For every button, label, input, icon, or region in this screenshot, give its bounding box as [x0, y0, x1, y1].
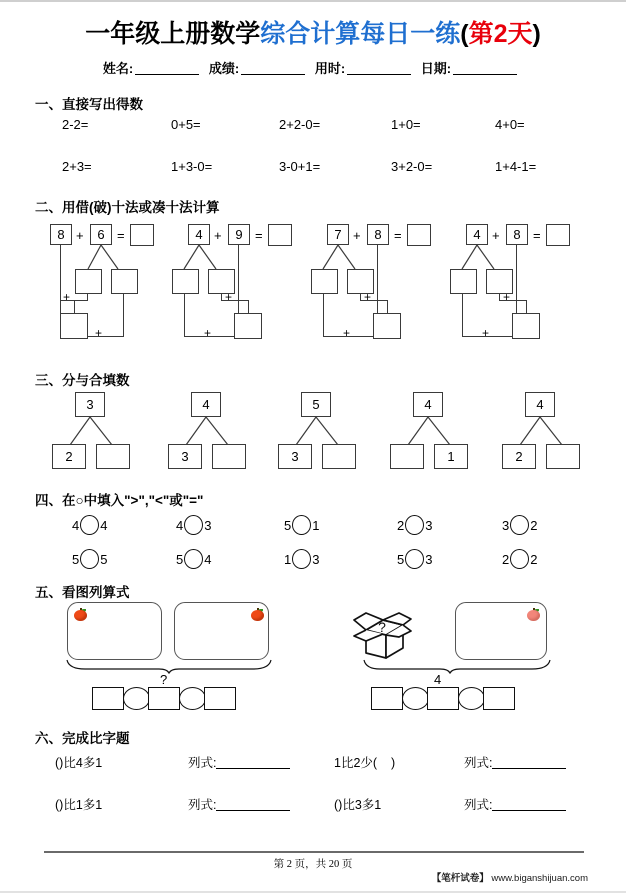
s2-d1-plus-1: +: [76, 228, 84, 243]
s3-t4-top-box: 4: [413, 392, 443, 417]
s2-d4-plus-3: +: [482, 326, 490, 340]
s2-d3-split-left-box[interactable]: [311, 269, 338, 294]
s6-i1-open[interactable]: (: [55, 756, 60, 770]
s4-compare-1: [72, 515, 107, 535]
s4-compare-10: [502, 549, 537, 569]
s2-diagram-4: [466, 224, 606, 344]
footer-url: www.biganshijuan.com: [488, 873, 588, 884]
s2-d4-line-b-drop: [516, 245, 517, 320]
s2-d1-result-box[interactable]: [60, 313, 88, 339]
s4-compare-2: [176, 515, 211, 535]
s4-c4-right: 3: [425, 517, 433, 533]
s3-tree-4: [388, 392, 498, 464]
apple-icon: [527, 608, 540, 621]
s5-right-eq-box-1[interactable]: [371, 687, 403, 710]
s2-d3-plus-2: +: [364, 290, 372, 304]
s2-d1-split-lines: [86, 245, 146, 271]
s4-compare-8: [284, 549, 319, 569]
s4-c2-right: 3: [204, 517, 212, 533]
field-date-input[interactable]: [453, 62, 517, 75]
s2-d2-split-left-box[interactable]: [172, 269, 199, 294]
footer-divider: [44, 851, 584, 853]
s1-problem-6[interactable]: 2+3=: [62, 159, 92, 174]
field-name-input[interactable]: [135, 62, 199, 75]
s4-c9-circle[interactable]: [405, 549, 424, 569]
s4-c2-circle[interactable]: [184, 515, 203, 535]
s2-d1-line-join-2: [88, 336, 124, 337]
s4-c7-right: 4: [204, 551, 212, 567]
s4-c5-left: 3: [502, 517, 510, 533]
s4-c10-circle[interactable]: [510, 549, 529, 569]
s1-problem-7[interactable]: 1+3-0=: [171, 159, 213, 174]
s6-f1-label: 列式:: [188, 756, 217, 770]
field-score: [209, 58, 311, 77]
question-box-icon: [352, 603, 414, 659]
s2-d4-plus-2: +: [503, 290, 511, 304]
s4-c2-left: 4: [176, 517, 184, 533]
s2-d1-line-right-drop: [123, 294, 124, 337]
section-2-heading: 二、用借(破)十法或凑十法计算: [35, 200, 220, 215]
s2-d3-plus-3: +: [343, 326, 351, 340]
s2-d1-plus-2: +: [63, 290, 71, 304]
s2-diagram-1: [50, 224, 190, 344]
s2-d3-operand-b: 8: [367, 224, 389, 245]
section-1-row-1: [0, 117, 626, 137]
s2-d2-plus-2: +: [225, 290, 233, 304]
s6-item-4: [334, 795, 381, 813]
s4-c6-right: 5: [100, 551, 108, 567]
s2-d1-answer-box[interactable]: [130, 224, 154, 246]
section-1-row-2: [0, 159, 626, 179]
s5-left-equation-row: [92, 687, 235, 710]
s4-compare-5: [502, 515, 537, 535]
title-part-grade: 一年级上册数学: [85, 20, 261, 48]
s3-t4-right-box[interactable]: 1: [434, 444, 468, 469]
section-1-heading: 一、直接写出得数: [35, 97, 143, 112]
s4-c7-circle[interactable]: [184, 549, 203, 569]
s6-formula-1: [188, 753, 290, 771]
footer-watermark: [432, 870, 588, 884]
s1-problem-2[interactable]: 0+5=: [171, 117, 201, 132]
s1-problem-8[interactable]: 3-0+1=: [279, 159, 321, 174]
s2-d1-split-right-box[interactable]: [111, 269, 138, 294]
s4-compare-6: [72, 549, 107, 569]
s3-t5-branch-lines: [500, 417, 600, 447]
s4-c9-left: 5: [397, 551, 405, 567]
s2-d4-split-left-box[interactable]: [450, 269, 477, 294]
s2-d2-line-left-drop: [184, 294, 185, 337]
s4-c10-left: 2: [502, 551, 510, 567]
s5-left-group-box-2: [174, 602, 269, 660]
s5-right-eq-box-2[interactable]: [427, 687, 459, 710]
s2-d2-operand-b: 9: [228, 224, 250, 245]
s5-right-eq-circle-1[interactable]: [402, 687, 429, 710]
s4-c5-circle[interactable]: [510, 515, 529, 535]
s4-c5-right: 2: [530, 517, 538, 533]
s2-d2-line-b-drop: [238, 245, 239, 320]
s3-tree-3: [276, 392, 386, 464]
s4-c7-left: 5: [176, 551, 184, 567]
s3-t4-left-box[interactable]: [390, 444, 424, 469]
field-date-label: 日期:: [420, 61, 452, 76]
s2-d1-operand-b: 6: [90, 224, 112, 245]
s5-left-group-box-1: [67, 602, 162, 660]
s6-f4-label: 列式:: [464, 798, 493, 812]
s2-d3-line-join-1b: [360, 294, 361, 301]
s4-c8-circle[interactable]: [292, 549, 311, 569]
s6-i2-close: ): [390, 756, 396, 770]
s1-problem-5[interactable]: 4+0=: [495, 117, 525, 132]
s4-c8-left: 1: [284, 551, 292, 567]
s2-d3-split-lines: [313, 245, 373, 271]
s2-d4-split-lines: [452, 245, 512, 271]
s2-d1-operand-a: 8: [50, 224, 72, 245]
s2-d3-line-to-result: [387, 300, 388, 314]
s2-d2-line-join-1b: [221, 294, 222, 301]
s2-d1-line-to-result: [74, 300, 75, 314]
s2-d2-operand-a: 4: [188, 224, 210, 245]
s3-t5-right-box[interactable]: [546, 444, 580, 469]
s2-d1-plus-3: +: [95, 326, 103, 340]
s3-tree-1: [50, 392, 160, 464]
section-5-heading: 五、看图列算式: [35, 585, 130, 600]
s2-d2-plus-1: +: [214, 228, 222, 243]
s6-i4-text: )比3多1: [338, 798, 382, 812]
s5-right-brace-label: 4: [434, 672, 442, 687]
field-date: [421, 58, 523, 77]
page-title: [0, 14, 626, 50]
s2-d4-operand-b: 8: [506, 224, 528, 245]
s3-t1-right-box[interactable]: [96, 444, 130, 469]
s4-c10-right: 2: [530, 551, 538, 567]
s6-item-2: [334, 753, 395, 771]
s5-left-brace-label: ?: [160, 672, 168, 687]
s4-compare-9: [397, 549, 432, 569]
s2-d4-plus-1: +: [492, 228, 500, 243]
s2-d3-answer-box[interactable]: [407, 224, 431, 246]
s6-f4-input[interactable]: [492, 799, 566, 811]
field-name: [103, 58, 205, 77]
s2-d2-split-lines: [174, 245, 234, 271]
s4-c1-left: 4: [72, 517, 80, 533]
s4-c4-left: 2: [397, 517, 405, 533]
s3-t3-right-box[interactable]: [322, 444, 356, 469]
s3-t4-branch-lines: [388, 417, 488, 447]
field-time-input[interactable]: [347, 62, 411, 75]
s4-c8-right: 3: [312, 551, 320, 567]
s2-d2-line-to-result: [248, 300, 249, 314]
s6-f2-label: 列式:: [464, 756, 493, 770]
s2-diagram-2: [188, 224, 328, 344]
s3-t1-branch-lines: [50, 417, 150, 447]
s2-d4-equals: =: [533, 228, 541, 243]
apple-icon: [251, 608, 264, 621]
s3-t5-top-box: 4: [525, 392, 555, 417]
s4-c6-left: 5: [72, 551, 80, 567]
s5-right-brace: [362, 658, 552, 674]
field-name-label: 姓名:: [102, 61, 134, 76]
s3-tree-2: [166, 392, 276, 464]
section-4-heading: 四、在○中填入">","<"或"=": [35, 493, 204, 508]
s2-d1-split-left-box[interactable]: [75, 269, 102, 294]
s4-c3-left: 5: [284, 517, 292, 533]
s2-diagram-3: [327, 224, 467, 344]
s1-problem-1[interactable]: 2-2=: [62, 117, 89, 132]
svg-text:?: ?: [378, 619, 386, 635]
s3-t1-left-box[interactable]: 2: [52, 444, 86, 469]
s5-left-eq-box-3[interactable]: [204, 687, 236, 710]
s6-i1-text: )比4多1: [59, 756, 103, 770]
s5-right-group-box: [455, 602, 547, 660]
s3-t2-top-box: 4: [191, 392, 221, 417]
s2-d1-line-a-drop: [60, 245, 61, 320]
s3-t2-right-box[interactable]: [212, 444, 246, 469]
footer-page-number: 第 2 页，共 20 页: [273, 859, 353, 870]
title-paren-close: ): [532, 20, 541, 48]
title-part-day: 第2天: [468, 20, 533, 48]
s5-left-eq-box-1[interactable]: [92, 687, 124, 710]
apple-icon: [74, 608, 87, 621]
s2-d2-equals: =: [255, 228, 263, 243]
s6-f3-input[interactable]: [216, 799, 290, 811]
s4-c1-right: 4: [100, 517, 108, 533]
s1-problem-3[interactable]: 2+2-0=: [279, 117, 321, 132]
s3-t2-left-box[interactable]: 3: [168, 444, 202, 469]
s5-left-eq-box-2[interactable]: [148, 687, 180, 710]
section-3-heading: 三、分与合填数: [35, 373, 130, 388]
s6-item-3: [55, 795, 102, 813]
title-part-subject: 综合计算每日一练: [260, 20, 461, 48]
s4-c9-right: 3: [425, 551, 433, 567]
s3-t2-branch-lines: [166, 417, 266, 447]
field-time: [315, 58, 417, 77]
s6-i3-text: )比1多1: [59, 798, 103, 812]
s6-formula-4: [464, 795, 566, 813]
s2-d4-line-join-1b: [499, 294, 500, 301]
s6-i2-text: 1比2少(: [334, 756, 378, 770]
s6-f2-input[interactable]: [492, 757, 566, 769]
s3-t3-branch-lines: [276, 417, 376, 447]
s3-t3-top-box: 5: [301, 392, 331, 417]
s2-d1-line-join-1b: [87, 294, 88, 301]
s6-f1-input[interactable]: [216, 757, 290, 769]
s2-d3-line-b-drop: [377, 245, 378, 320]
s3-tree-5: [500, 392, 610, 464]
s4-c3-circle[interactable]: [292, 515, 311, 535]
s5-left-eq-circle-1[interactable]: [123, 687, 150, 710]
s4-c3-right: 1: [312, 517, 320, 533]
s6-item-1: [55, 753, 102, 771]
s2-d4-result-box[interactable]: [512, 313, 540, 339]
field-score-label: 成绩:: [208, 61, 240, 76]
s2-d4-operand-a: 4: [466, 224, 488, 245]
s5-right-eq-circle-2[interactable]: [458, 687, 485, 710]
s3-t5-left-box[interactable]: 2: [502, 444, 536, 469]
s6-i4-open[interactable]: (: [334, 798, 339, 812]
s3-t1-top-box: 3: [75, 392, 105, 417]
s5-left-brace: [65, 658, 273, 674]
s2-d3-plus-1: +: [353, 228, 361, 243]
section-6-heading: 六、完成比字题: [35, 731, 130, 746]
s4-compare-7: [176, 549, 211, 569]
s2-d2-answer-box[interactable]: [268, 224, 292, 246]
s2-d3-operand-a: 7: [327, 224, 349, 245]
s2-d4-line-left-drop: [462, 294, 463, 337]
s4-c4-circle[interactable]: [405, 515, 424, 535]
s4-compare-3: [284, 515, 319, 535]
s2-d4-line-to-result: [526, 300, 527, 314]
field-time-label: 用时:: [314, 61, 346, 76]
s5-right-equation-row: [371, 687, 514, 710]
s2-d2-result-box[interactable]: [234, 313, 262, 339]
s5-left-eq-circle-2[interactable]: [179, 687, 206, 710]
s2-d1-equals: =: [117, 228, 125, 243]
s6-f3-label: 列式:: [188, 798, 217, 812]
s1-problem-9[interactable]: 3+2-0=: [391, 159, 433, 174]
s2-d3-line-left-drop: [323, 294, 324, 337]
s4-c1-circle[interactable]: [80, 515, 99, 535]
s3-t3-left-box[interactable]: 3: [278, 444, 312, 469]
s2-d3-result-box[interactable]: [373, 313, 401, 339]
footer-brand: 【笔杆试卷】: [431, 873, 489, 884]
s6-formula-3: [188, 795, 290, 813]
s2-d3-equals: =: [394, 228, 402, 243]
s6-formula-2: [464, 753, 566, 771]
s2-d4-answer-box[interactable]: [546, 224, 570, 246]
s2-d2-plus-3: +: [204, 326, 212, 340]
s1-problem-4[interactable]: 1+0=: [391, 117, 421, 132]
s1-problem-10[interactable]: 1+4-1=: [495, 159, 537, 174]
s6-i3-open[interactable]: (: [55, 798, 60, 812]
s4-c6-circle[interactable]: [80, 549, 99, 569]
s4-compare-4: [397, 515, 432, 535]
field-score-input[interactable]: [241, 62, 305, 75]
s5-right-eq-box-3[interactable]: [483, 687, 515, 710]
title-paren-open: (: [460, 20, 469, 48]
student-info-row: [0, 58, 626, 77]
